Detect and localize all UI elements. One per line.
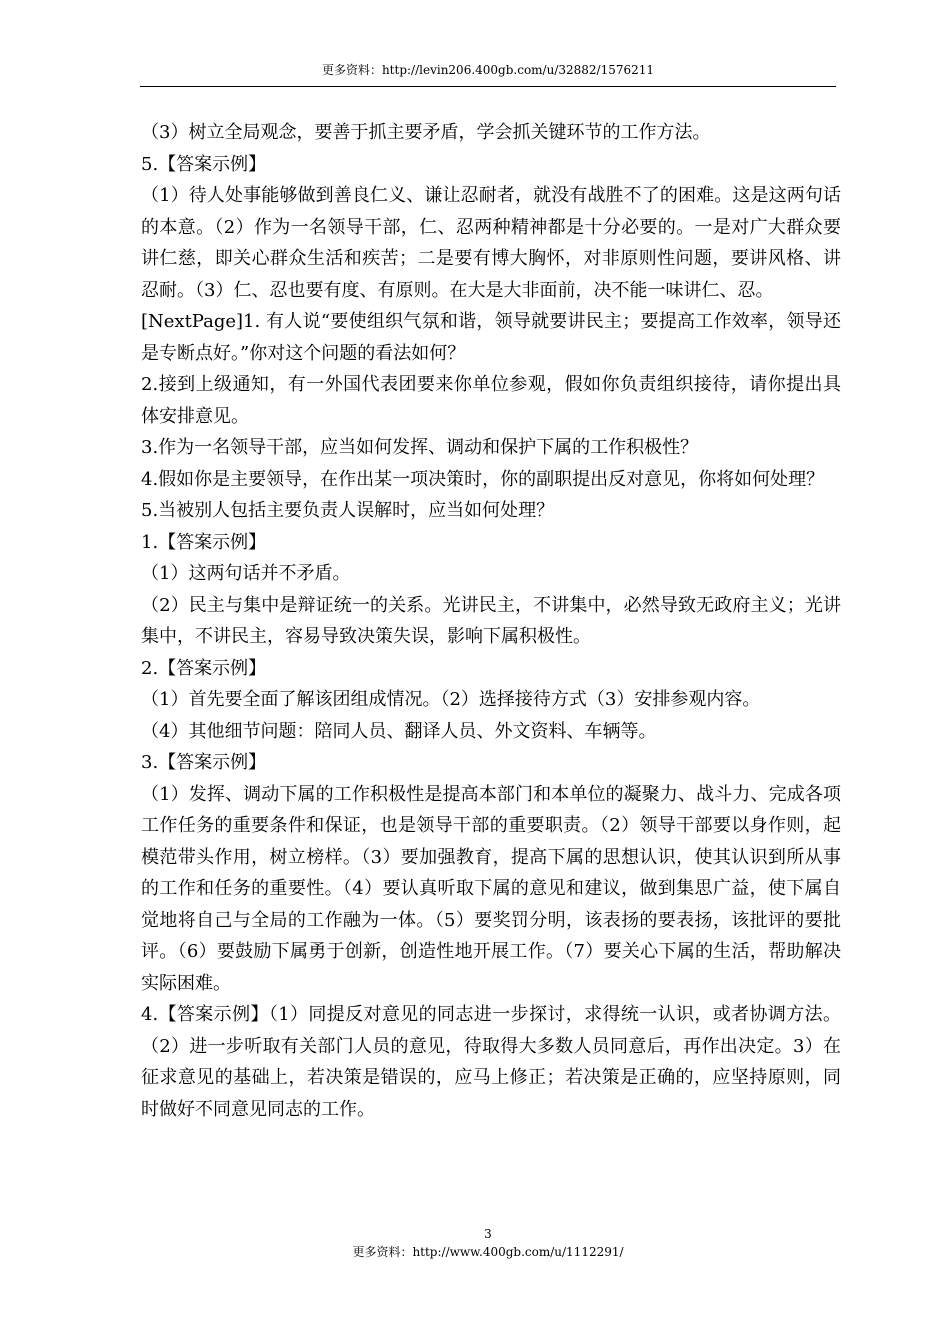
paragraph: （1）发挥、调动下属的工作积极性是提高本部门和本单位的凝聚力、战斗力、完成各项工作任务的重要条件和保证，也是领导干部的重要职责。（2）领导干部要以身作则，起模范带头作用，树立榜样。（3）要加强教育，提高下属的思想认识，使其认识到所从事的工作和任务的重要性。（4）要认真听取下属的意见和建议，做到集思广益，使下属自觉地将自己与全局的工作融为一体。（5）要奖罚分明，该表扬的要表扬，该批评的要批评。（6）要鼓励下属勇于创新，创造性地开展工作。（7）要关心下属的生活，帮助解决实际困难。 [141,783,841,994]
page-number: 3 [484,1227,492,1241]
paragraph: （4）其他细节问题：陪同人员、翻译人员、外文资料、车辆等。 [141,720,657,742]
paragraph: 4.【答案示例】（1）同提反对意见的同志进一步探讨，求得统一认识，或者协调方法。（2）进一步听取有关部门人员的意见，待取得大多数人员同意后，再作出决定。3）在征求意见的基础上，若决策是错误的，应马上修正；若决策是正确的，应坚持原则，同时做好不同意见同志的工作。 [141,1004,841,1120]
paragraph: （1）待人处事能够做到善良仁义、谦让忍耐者，就没有战胜不了的困难。这是这两句话的本意。（2）作为一名领导干部，仁、忍两种精神都是十分必要的。一是对广大群众要讲仁慈，即关心群众生活和疾苦；二是要有博大胸怀，对非原则性问题，要讲风格、讲忍耐。（3）仁、忍也要有度、有原则。在大是大非面前，决不能一味讲仁、忍。 [141,185,841,301]
page-footer-link[interactable]: 更多资料：http://www.400gb.com/u/1112291/ [352,1245,624,1259]
paragraph: 3.【答案示例】 [141,752,267,773]
page-header-link[interactable]: 更多资料：http://levin206.400gb.com/u/32882/1576211 [321,63,655,77]
paragraph: 5.当被别人包括主要负责人误解时，应当如何处理？ [141,500,555,521]
paragraph: 4.假如你是主要领导，在作出某一项决策时，你的副职提出反对意见，你将如何处理？ [141,468,825,490]
paragraph: （1）这两句话并不矛盾。 [141,563,351,584]
paragraph: 5.【答案示例】 [141,153,267,175]
header-rule [140,86,836,87]
paragraph: 3.作为一名领导干部，应当如何发挥、调动和保护下属的工作积极性？ [141,437,699,458]
paragraph: （3）树立全局观念，要善于抓主要矛盾，学会抓关键环节的工作方法。 [141,122,711,143]
paragraph: 2.接到上级通知，有一外国代表团要来你单位参观，假如你负责组织接待，请你提出具体安排意见。 [141,374,841,427]
paragraph: （2）民主与集中是辩证统一的关系。光讲民主，不讲集中，必然导致无政府主义；光讲集中，不讲民主，容易导致决策失误，影响下属积极性。 [141,594,841,647]
document-body [141,117,841,1125]
paragraph: [NextPage]1. 有人说“要使组织气氛和谐，领导就要讲民主；要提高工作效率，领导还是专断点好。”你对这个问题的看法如何？ [141,311,841,364]
paragraph: 2.【答案示例】 [141,657,267,679]
paragraph: （1）首先要全面了解该团组成情况。（2）选择接待方式（3）安排参观内容。 [141,689,761,710]
paragraph: 1.【答案示例】 [141,531,267,553]
